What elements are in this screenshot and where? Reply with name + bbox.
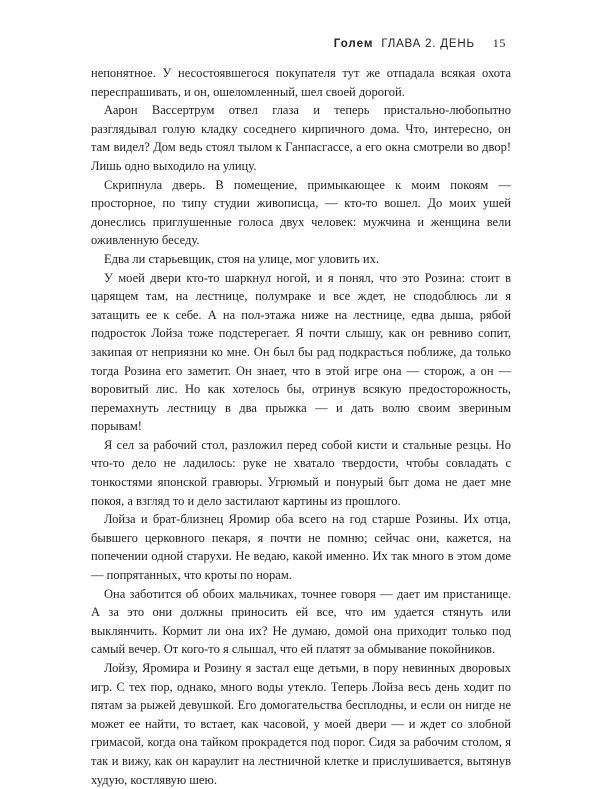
page-number: 15 [492,36,506,50]
paragraph: Лойза и брат-близнец Яромир оба всего на год старше Розины. Их отца, бывшего церковного пекаря, я почти не помню; сейчас они, кажется, на попечении одной старухи. Не ведаю, какой именно. Их так много в этом доме — попрятанных, что кроты по норам. [91,512,511,583]
chapter-title: ГЛАВА 2. ДЕНЬ [381,38,475,50]
body-text [91,64,511,789]
paragraph: Лойзу, Яромира и Розину я застал еще детьми, в пору невинных дворовых игр. С тех пор, однако, много воды утекло. Теперь Лойза весь день ходит по пятам за рыжей девушкой. Его домогательства бесплодны, и если он нигде не может ее найти, то встает, как часовой, у моей двери — и ждет со злобной гримасой, когда она тайком прокрадется под порог. Сидя за рабочим столом, я так и вижу, как он караулит на лестничной клетке и прислушивается, вытянув худую, костлявую шею. [91,661,511,787]
paragraph: У моей двери кто-то шаркнул ногой, и я понял, что это Розина: стоит в царящем там, на лестнице, полумраке и все ждет, не сподоблюсь ли я затащить ее к себе. А на пол-этажа ниже на лестнице, едва дыша, рябой подросток Лойза тоже подстерегает. Я почти слышу, как он ревниво сопит, закипая от неприязни ко мне. Он был бы рад подкрасться поближе, да только тогда Розина его заметит. Он знает, что в этой игре она — сторож, а он — воровитый лис. Но как хотелось бы, отринув всякую предосторожность, перемахнуть лестницу в два прыжка — и дать волю своим звериным порывам! [91,270,511,434]
paragraph: Она заботится об обоих мальчиках, точнее говоря — дает им пристанище. А за это они должны приносить ей все, что им удается стянуть или выклянчить. Кормит ли она их? Не думаю, домой она приходит только под самый вечер. От кого-то я слышал, что ей платят за обмывание покойников. [91,586,511,657]
paragraph: Едва ли старьевщик, стоя на улице, мог уловить их. [104,251,379,266]
book-title: Голем [333,38,374,50]
paragraph: Аарон Вассертрум отвел глаза и теперь пристально-любопытно разглядывал голую кладку соседнего кирпичного дома. Что, интересно, он там видел? Дом ведь стоял тылом к Ганпасгассе, а его окна смотрели во двор! Лишь одно выходило на улицу. [91,103,511,173]
paragraph: Скрипнула дверь. В помещение, примыкающее к моим покоям — просторное, по типу студии живописца, — кто-то вошел. До моих ушей донеслись приглушенные голоса двух человек: мужчина и женщина вели оживленную беседу. [91,177,511,248]
running-head [334,36,506,51]
paragraph: Я сел за рабочий стол, разложил перед собой кисти и стальные резцы. Но что-то дело не ладилось: руке не хватало твердости, чтобы совладать с тонкостями японской гравюры. Угрюмый и понурый быт дома не дает мне покоя, а взгляд то и дело застилают картины из прошлого. [91,437,511,508]
paragraph: непонятное. У несостоявшегося покупателя тут же отпадала всякая охота переспрашивать, и он, ошеломленный, шел своей дорогой. [91,66,511,99]
